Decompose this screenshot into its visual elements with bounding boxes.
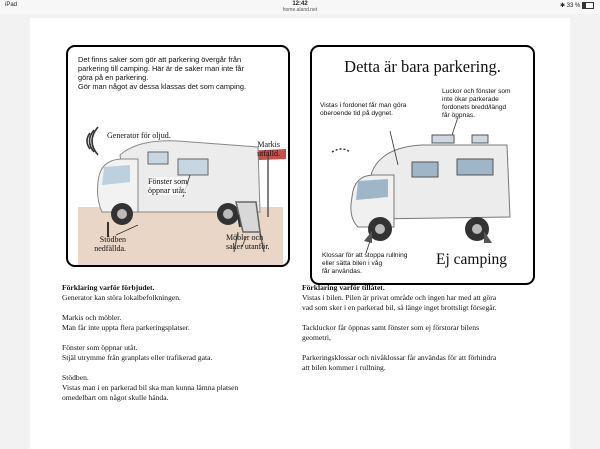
- motorhome-illustration: [312, 47, 533, 283]
- label-markis: Markis utfälld.: [257, 140, 280, 158]
- wheel-chock: [364, 231, 372, 243]
- document-page[interactable]: [30, 18, 570, 449]
- label-stodben: Stödben nedfällda.: [94, 235, 126, 253]
- heading-allowed: Förklaring varför tillåtet.: [302, 283, 385, 292]
- battery-percent: 33 %: [566, 3, 581, 10]
- explanation-prohibited: [62, 273, 302, 413]
- bluetooth-icon: ✱: [559, 3, 565, 10]
- noise-icon: [87, 127, 98, 155]
- label-klossar: Klossar för att stoppa rullning eller sätta bilen i våg får användas.: [322, 252, 408, 275]
- device-label: iPad: [5, 2, 18, 8]
- roof-hatch: [432, 135, 454, 143]
- label-fonster: Fönster som öppnar utåt.: [148, 177, 188, 195]
- label-mobler: Möbler och saker utanför.: [226, 233, 270, 251]
- prohibited-panel: [66, 45, 290, 267]
- body-prohibited: Generator kan störa lokalbefolkningen. Markis och möbler. Man får inte uppta flera parkeringsplatser. Fönster som öppnar utåt. Stjäl utrymme från granplats eller trafikerad gata. Stödben. Vistas man i en parkerad bil ska man kunna lämna platsen omedelbart om något skulle hända.: [62, 293, 239, 402]
- ej-camping-label: Ej camping: [436, 251, 508, 268]
- label-generator: Generator för oljud.: [107, 131, 171, 140]
- clock: 12:42: [292, 1, 308, 7]
- label-vistas: Vistas i fordonet får man göra oberoende tid på dygnet.: [320, 102, 407, 117]
- panel-title: Detta är bara parkering.: [344, 57, 501, 76]
- explanation-allowed: [302, 273, 567, 383]
- body-allowed: Vistas i bilen. Pilen är privat område och ingen har med att göra vad som sker i en parkerad bil, så länge inget brottsligt försegår. Tackluckor får öppnas samt fönster som ej förstorar bilens geometri, Parkeringsklossar och nivåklossar får användas för att förhindra att bilen kommer i rullning.: [302, 293, 497, 372]
- allowed-panel: [310, 45, 535, 285]
- heading-prohibited: Förklaring varför förbjudet.: [62, 283, 155, 292]
- intro-text: Det finns saker som gör att parkering övergår från parkering till camping. Här är de saker man inte får göra på en parkering. Gör man något av dessa klassas det som camping.: [78, 55, 247, 91]
- address-bar[interactable]: home.aland.net: [282, 7, 318, 13]
- label-luckor: Luckor och fönster som inte ökar parkerade fordonets bredd/längd får öppnas.: [442, 88, 511, 119]
